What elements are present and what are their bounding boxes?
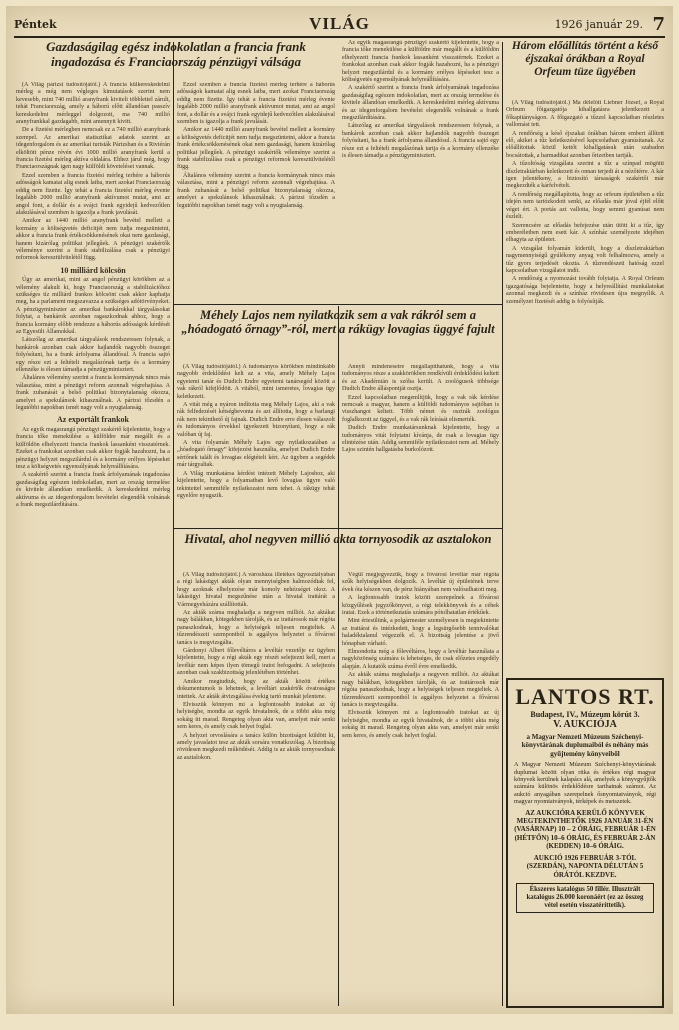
section-rule: [174, 528, 502, 529]
ad-title: LANTOS RT.: [515, 684, 655, 709]
paragraph: Az akták száma meghaladja a negyven milliót. Az aktákat nagy bálákban, kötegekben tárolják, és az irattárosok már régóta panaszkodnak, hogy a helyiségek teljesen megteltek. A tűzrendészeti szempontból is aggályos helyzetet a fővárosi tanács is megvizsgálta.: [342, 672, 499, 708]
lantos-advertisement: [506, 678, 664, 1008]
ad-catalog-box: Ékszeres katalógus 50 fillér. Illusztrált katalógus 26.000 koronáért (ez az összeg vétel esetén visszatéríttetik).: [516, 883, 654, 913]
ad-auction-date: AUKCIÓ 1926 FEBRUÁR 3-TÓL (SZERDÁN), NAPONTA DÉLUTÁN 5 ÓRÁTÓL KEZDVE.: [526, 853, 644, 879]
paragraph: Az akták száma meghaladja a negyven milliót. Az aktákat nagy bálákban, kötegekben tárolják, és az irattárosok már régóta panaszkodnak, hogy a helyiségek teljesen megteltek. A tűzrendészeti szempontból is aggályos helyzetet a fővárosi tanács is megvizsgálta.: [177, 610, 335, 646]
masthead-title: VILÁG: [309, 14, 370, 33]
subheading: Az exportált frankok: [57, 415, 129, 425]
article-mehely-header: [177, 308, 499, 364]
ad-address: Budapest, IV., Múzeum körút 3.: [530, 710, 640, 719]
paragraph: Elvisszük könnyen mi a legfontosabb iratokat az új helyiségbe, mondta az egyik hivatalnok, de a többi akta még sokáig itt marad. Rengeteg olyan akta van, amelyet már senki sem keres, és amely csak helyet foglal.: [177, 701, 335, 731]
paragraph: A legfontosabb iratok között szerepelnek a fővárosi közgyűlések jegyzőkönyvei, a régi telekkönyvek és a céhek iratai. Ezek a történetkutatás számára pótolhatatlan értékűek.: [342, 595, 499, 617]
paragraph: (A Világ tudósítójától.) A tudományos körökben mindinkább nagyobb érdeklődést kelt az a vita, amely Méhely Lajos egyetemi tanár és Dudich Endre egyetemi tanársegéd között a vak rákról kifejlődött. A vitából, mint ismeretes, lovagias ügy keletkezett.: [177, 364, 335, 400]
article-mehely-headline: Méhely Lajos nem nyilatkozik sem a vak rákról sem a „hóadogató őrnagy”-ról, mert a rákügy lovagias üggyé fajult: [181, 308, 495, 336]
paragraph: A rendőrség a késő éjszakai órákban három embert állított elő, akiket a tűz keletkezésével kapcsolatban gyanúsítanak. Az előállítottak közül kettőt kihallgatásuk után szabadon bocsátottak, a harmadikat azonban őrizetben tartják.: [506, 130, 664, 159]
paragraph: Általános vélemény szerint a francia kormánynak nincs más választása, mint a pénzügyi reform azonnali végrehajtása. A frank zuhanását a belső politikai bizonytalanság okozza, amelyet a spekulánsok kihasználnak. A párizsi tőzsdén a legutóbbi napokban ismét nagy volt a nyugtalanság.: [16, 375, 170, 412]
paragraph: A vita folyamán Méhely Lajos egy nyilatkozatában a „hóadogató őrnagy” kifejezést használta, amelyet Dudich Endre sértőnek talált és lovagias elégtételt kért. Az ügyben a segédek már tárgyaltak.: [177, 440, 335, 469]
subheading: 10 milliárd kölcsön: [60, 265, 126, 275]
paragraph: Elvisszük könnyen mi a legfontosabb iratokat az új helyiségbe, mondta az egyik hivatalnok, de a többi akta még sokáig itt marad. Rengeteg olyan akta van, amelyet már senki sem keres, és amely csak helyet foglal.: [342, 710, 499, 739]
column-rule: [338, 306, 339, 1006]
article-franc-col3: [342, 40, 499, 302]
paragraph: Dudich Endre munkatársunknak kijelentette, hogy a tudományos vitát folytatni kívánja, de csak a lovagias ügy elintézése után. Addig semmiféle nyilatkozatot nem ad. Méhely Lajos szintén hallgatásba burkolózott.: [342, 425, 499, 454]
paragraph: Úgy az amerikai, mint az angol pénzügyi körökben az a vélemény alakult ki, hogy Franciaország a stabilizációhoz szükséges tíz milliárd frankos kölcsönt csak akkor kaphatja meg, ha a parlament megszavazza a szükséges adótörvényeket. A pénzügyminiszter az amerikai bankárokkal tárgyalásokat folytat, a bankárok azonban ragaszkodnak ahhoz, hogy a francia kormány előbb rendezze a háborús adósságok kérdését az Egyesült Államokkal.: [16, 277, 170, 335]
article-orfeum-headline: Három előállítás történt a késő éjszakai órákban a Royal Orfeum tüze ügyében: [511, 40, 659, 78]
ad-exhibit: AZ AUKCIÓRA KERÜLŐ KÖNYVEK MEGTEKINTHETŐK 1926 JANUÁR 31-ÉN (VASÁRNAP) 10 – 2 ÓRÁIG, FEBRUÁR 1-ÉN (HÉTFŐN) 10–6 ÓRÁIG, ÉS FEBRUÁR 2-ÁN (KEDDEN) 10–6 ÓRÁIG.: [514, 808, 656, 851]
masthead-day: Péntek: [14, 18, 57, 31]
paragraph: A rendőrség megállapította, hogy az orfeum épületében a tűz idején nem tartózkodott senki, az előadás már jóval éjfél előtt véget ért. A portás azt vallotta, hogy semmi gyanúsat nem észlelt.: [506, 191, 664, 221]
paragraph: Gárdonyi Albert főlevéltáros a levéltár vezetője ez ügyben kijelentette, hogy a régi akták egy részét selejtezni kell, mert a levéltár nem képes ilyen tömegű iratot befogadni. A selejtezés azonban csak szakbizottság jelenlétében történhet.: [177, 648, 335, 677]
paragraph: Végül megjegyezzük, hogy a fővárosi levéltár már régóta szűk helyiségekben dolgozik. A levéltár új épületének terve évek óta készen van, de pénz hiányában nem valósulhatott meg.: [342, 572, 499, 593]
article-hivatal-header: [177, 532, 499, 572]
paragraph: Amikor az 1440 millió aranyfrank bevétel mellett a kormány a költségvetés deficitjét nem tudja megszüntetni, akkor a francia frank értékcsökkenésének okai nem gazdasági, hanem kizárólag politikai jellegűek. A pénzügyi szakértők véleménye szerint a frank stabilizálása csak a pénzügyi reformok keresztülvitelétől függ.: [16, 218, 170, 262]
masthead-date: 1926 január 29.: [554, 18, 643, 31]
column-rule: [173, 42, 174, 1006]
ad-body: A Magyar Nemzeti Múzeum Széchenyi-könyvtárának duplumai között olyan ritka és értékes régi magyar könyvek kerülnek kalapács alá, amelyek a könyvgyűjtők számára különös érdeklődésre tarthatnak számot. Az aukció anyagában szerepelnek ősnyomtatványok, régi magyar nyomtatványok, térképek és metszetek.: [514, 761, 656, 806]
paragraph: A Világ munkatársa kérdést intézett Méhely Lajoshoz, aki kijelentette, hogy a folyamatban levő lovagias ügyre való tekintettel semmiféle nyilatkozatot nem tehet. A rákügy tehát egyelőre nyugszik.: [177, 470, 335, 499]
paragraph: Amikor az 1440 millió aranyfrank bevétel mellett a kormány a költségvetés deficitjét nem tudja megszüntetni, akkor a francia frank értékcsökkenésének okai nem gazdasági, hanem kizárólag politikai jellegűek. A pénzügyi szakértők véleménye szerint a frank stabilizálása csak a pénzügyi reformok keresztülvitelétől függ.: [177, 127, 335, 171]
paragraph: (A Világ tudósítójától.) Ma délelőtt Liebner József, a Royal Orfeum főigazgatója kihallgatásra jelentkezett a főkapitányságon. A főigazgató a tűzzel kapcsolatban részletes vallomást tett.: [506, 100, 664, 129]
paragraph: Ezzel szemben a francia fizetési mérleg terhére a háborús adósságok kamatai alig esnek latba, mert azokat Franciaország eddig nem fizette. Így tehát a francia fizetési mérleg évente legalább 2000 millió aranyfrank aktívumot mutat, ami az angol font, a dollár és a svájci frank egyidejű kedvezőtlen alakulásával szemben is igazolja a frank javulását.: [177, 82, 335, 126]
paragraph: Szerencsére az előadás befejezése után ütött ki a tűz, így emberéletben nem esett kár. A színház személyzete idejében elhagyta az épületet.: [506, 222, 664, 244]
article-hivatal-headline: Hivatal, ahol negyven millió akta tornyosodik az asztalokon: [184, 532, 492, 546]
masthead: [14, 14, 665, 38]
paragraph: A szakértő szerint a francia frank árfolyamának ingadozása gazdaságilag egészen indokolatlan, mert az ország termelése és kivitele állandóan emelkedik. A kereskedelmi mérleg aktívuma és az idegenforgalom bevételei elegendők volnának a frank megszilárdítására.: [16, 472, 170, 508]
paragraph: Amikor megtudtuk, hogy az akták között értékes dokumentumok is lehetnek, a levéltári szakértők óvatosságra intettek. Az akták átvizsgálása évekig tartó munkát jelentene.: [177, 678, 335, 700]
paragraph: Az egyik magasrangú pénzügyi szakértő kijelentette, hogy a francia tőke menekülése a külföldre már megállt és a külföldön elhelyezett francia frankok lassanként visszatérnek. Ezeket a frankokat azonban csak akkor fogják hazahozni, ha a pénzügyi helyzet megszilárdul és a kormány erélyes lépéseket tesz a költségvetés egyensúlyának helyreállítására.: [342, 40, 499, 84]
article-franc-col1: [16, 82, 170, 1006]
paragraph: Látszólag az amerikai tárgyalások rendszeresen folynak, a bankárok azonban csak akkor hajlandók nagyobb összeget folyósítani, ha a frank árfolyama állandósul. A francia sajtó egy része ezt a feltételt megalázónak tartja és a kormány ellenzéke is élesen támadja a pénzügyminisztert.: [342, 123, 499, 160]
newspaper-page: [6, 6, 673, 1014]
paragraph: Látszólag az amerikai tárgyalások rendszeresen folynak, a bankárok azonban csak akkor hajlandók nagyobb összeget folyósítani, ha a frank árfolyama állandósul. A francia sajtó egy része ezt a feltételt megalázónak tartja és a kormány ellenzéke is élesen támadja a pénzügyminisztert.: [16, 337, 170, 374]
paragraph: Általános vélemény szerint a francia kormánynak nincs más választása, mint a pénzügyi reform azonnali végrehajtása. A frank zuhanását a belső politikai bizonytalanság okozza, amelyet a spekulánsok kihasználnak. A párizsi tőzsdén a legutóbbi napokban ismét nagy volt a nyugtalanság.: [177, 172, 335, 209]
article-orfeum-body: [506, 100, 664, 674]
paragraph: (A Világ párizsi tudósítójától.) A francia külkereskedelmi mérleg a még nem végleges kimutatások szerint nem kevesebb, mint 740 millió aranyfrank kiviteli többlettel zárult, tehát Franciaország, amely a háború előtt állandóan passzív kereskedelmi mérleggel dolgozott, ma 740 millió aranyfrankkal gazdagabb, mint amennyit kivitt.: [16, 82, 170, 126]
paragraph: Annyit mindenesetre megállapíthatunk, hogy a vita tudományos része a szakkörökben rendkívüli érdeklődést keltett és az Akadémián is szóba került. A zoológusok többsége Dudich Endre álláspontját osztja.: [342, 364, 499, 393]
paragraph: Az egyik magasrangú pénzügyi szakértő kijelentette, hogy a francia tőke menekülése a külföldre már megállt és a külföldön elhelyezett francia frankok lassanként visszatérnek. Ezeket a frankokat azonban csak akkor fogják hazahozni, ha a pénzügyi helyzet megszilárdul és a kormány erélyes lépéseket tesz a költségvetés egyensúlyának helyreállítására.: [16, 426, 170, 470]
paragraph: A vizsgálat folyamán kiderült, hogy a díszletraktárban nagymennyiségű gyúlékony anyag volt felhalmozva, amely a tűz gyors terjedését okozta. A tűzrendészeti hatóság ezzel kapcsolatban vizsgálatot indít.: [506, 245, 664, 274]
article-mehely-col2: [342, 364, 499, 524]
page-number: 7: [652, 14, 665, 35]
paragraph: A helyzet orvoslására a tanács külön bizottságot küldött ki, amely javaslatot tesz az akták sorsára vonatkozólag. A bizottság rövidesen megkezdi működését. Addig is az akták tornyosodnak az asztalokon.: [177, 732, 335, 761]
section-rule: [174, 304, 502, 305]
paragraph: A vitát még a nyáron indította meg Méhely Lajos, aki a vak rák felfedezését kétségbevonta és azt állította, hogy a barlangi rák nem tekinthető új fajnak. Dudich Endre erre élesen válaszolt és tudományos érvekkel igyekezett bizonyítani, hogy a rák valóban új faj.: [177, 402, 335, 438]
column-rule: [502, 42, 503, 1006]
ad-heading: V. AUKCIÓJA: [553, 719, 617, 730]
paragraph: A rendőrség a nyomozást tovább folytatja. A Royal Orfeum igazgatósága bejelentette, hogy a helyreállítási munkálatokat azonnal megkezdi és a színház rövidesen újra megnyílik. A személyzet fizetését addig is folyósítják.: [506, 276, 664, 305]
paragraph: Ezzel szemben a francia fizetési mérleg terhére a háborús adósságok kamatai alig esnek latba, mert azokat Franciaország eddig nem fizette. Így tehát a francia fizetési mérleg évente legalább 2000 millió aranyfrank aktívumot mutat, ami az angol font, a dollár és a svájci frank egyidejű kedvezőtlen alakulásával szemben is igazolja a frank javulását.: [16, 172, 170, 216]
ad-intro: a Magyar Nemzeti Múzeum Széchenyi-könyvtárának duplumaiból és néhány más gyűjtemény könyveiből: [521, 733, 649, 758]
paragraph: A tűzoltóság vizsgálata szerint a tűz a színpad mögötti díszletraktárban keletkezett és onnan terjedt át a nézőtérre. A kár igen jelentékeny, a biztosító társaságok szakértői már megkezdték a kárfelvételt.: [506, 161, 664, 190]
paragraph: (A Világ tudósítójától.) A városháza illetékes ügyosztályában a régi lakásügyi akták olyan mennyiségben halmozódtak fel, hogy azoknak elhelyezése már komoly nehézséget okoz. A lakásügyi hivatal megszűnése után a hivatal irattárát a Vármegyeházára szállították.: [177, 572, 335, 608]
paragraph: Ezzel kapcsolatban megemlítjük, hogy a vak rák kérdése nemcsak a magyar, hanem a külföldi tudományos sajtóban is visszhangot keltett. Több német és osztrák zoológus foglalkozott az üggyel, és a vak rák leírását elismerték.: [342, 394, 499, 423]
article-hivatal-col2: [342, 572, 499, 1006]
paragraph: Elmondotta még a főlevéltáros, hogy a levéltár használata a nagyközönség számára is lehetséges, de csak előzetes engedély alapján. A kutatók száma évről évre emelkedik.: [342, 649, 499, 670]
paragraph: A szakértő szerint a francia frank árfolyamának ingadozása gazdaságilag egészen indokolatlan, mert az ország termelése és kivitele állandóan emelkedik. A kereskedelmi mérleg aktívuma és az idegenforgalom bevételei elegendők volnának a frank megszilárdítására.: [342, 85, 499, 122]
paragraph: Mint értesülünk, a polgármester személyesen is megtekintette az irattárat és intézkedett, hogy a legsürgősebb tennivalókat haladéktalanul végezzék el. A bizottság jelentése a jövő hónapban várható.: [342, 618, 499, 647]
article-franc-col2: [177, 82, 335, 302]
article-mehely-col1: [177, 364, 335, 524]
paragraph: De a fizetési mérlegben nemcsak ez a 740 millió aranyfrank szerepel. Az amerikai statisztikai adatok szerint az idegenforgalom és az amerikai turisták Párizsban és a Riviérán elköltött pénze révén évi 1000 millió aranyfrank kerül a francia fizetési mérleg aktíva oldalára. Ehhez járul még, hogy Franciaországnak igen nagy külföldi követelései vannak.: [16, 127, 170, 171]
article-franc-headline: Gazdaságilag egész indokolatlan a francia frank ingadozása és Franciaország pénzügyi válsága: [46, 40, 306, 69]
article-orfeum-header: [506, 40, 664, 102]
article-hivatal-col1: [177, 572, 335, 1006]
